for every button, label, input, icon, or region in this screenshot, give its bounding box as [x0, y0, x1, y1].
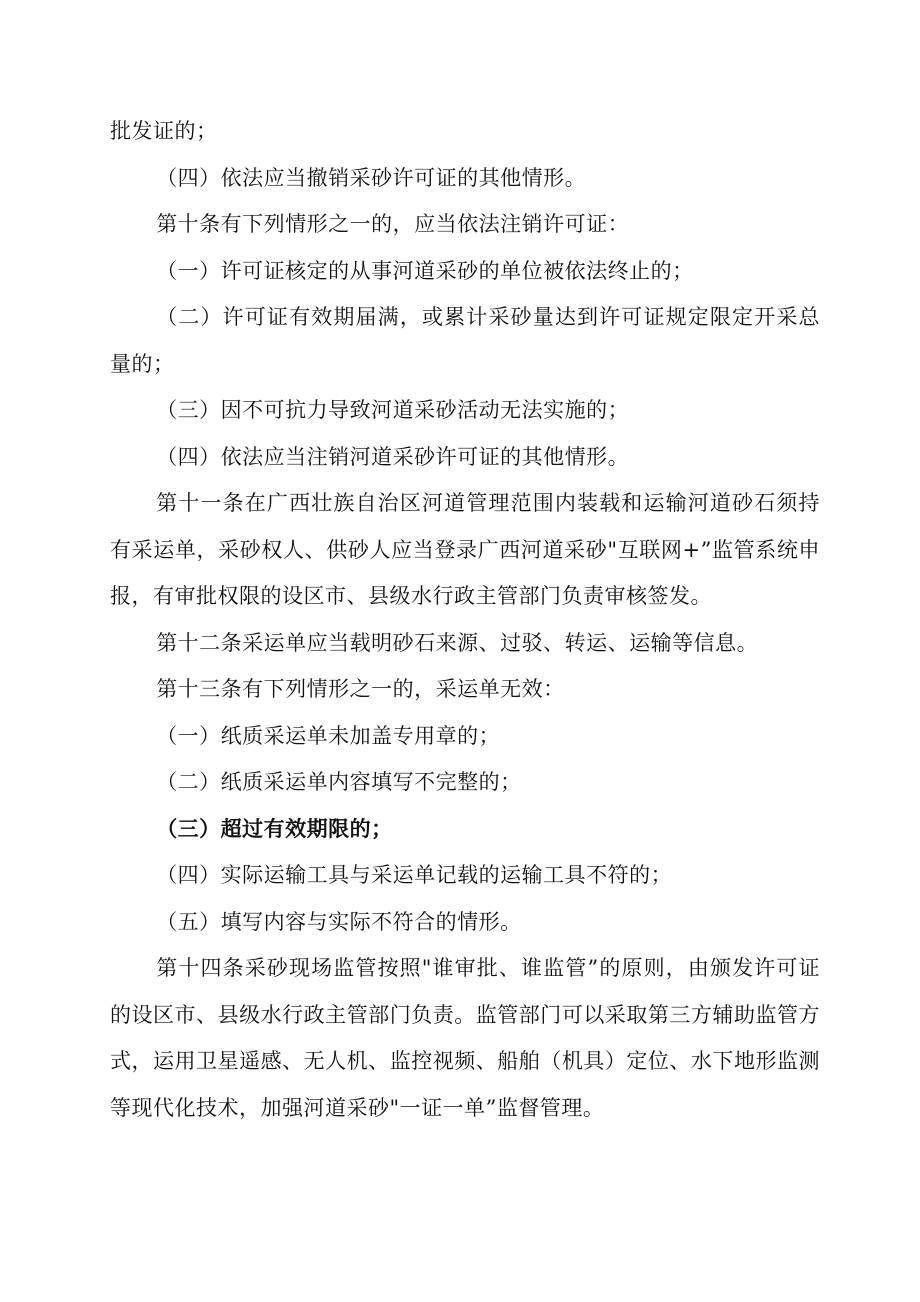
paragraph-article-14: 第十四条采砂现场监管按照"谁审批、谁监管”的原则，由颁发许可证的设区市、县级水行政主管部门负责。监管部门可以采取第三方辅助监管方式，运用卫星遥感、无人机、监控视频、船舶（机具）定位、水下地形监测等现代化技术，加强河道采砂"一证一单”监督管理。 [110, 956, 820, 1120]
paragraph-item-cancel-2: （二）许可证有效期届满，或累计采砂量达到许可证规定限定开采总量的； [110, 305, 820, 376]
paragraph-article-10: 第十条有下列情形之一的，应当依法注销许可证： [156, 212, 630, 236]
document-body [110, 108, 820, 1131]
paragraph-continuation: 批发证的； [110, 119, 218, 143]
paragraph-item-invalid-2: （二）纸质采运单内容填写不完整的； [156, 770, 522, 794]
paragraph-item-invalid-3: （三）超过有效期限的； [156, 815, 393, 841]
paragraph-item-revoke-4: （四）依法应当撤销采砂许可证的其他情形。 [156, 165, 587, 190]
paragraph-item-invalid-4: （四）实际运输工具与采运单记载的运输工具不符的； [156, 863, 673, 887]
paragraph-item-cancel-1: （一）许可证核定的从事河道采砂的单位被依法终止的； [156, 258, 694, 283]
paragraph-article-13: 第十三条有下列情形之一的，采运单无效： [156, 677, 565, 701]
paragraph-item-invalid-1: （一）纸质采运单未加盖专用章的； [156, 723, 501, 748]
paragraph-article-11: 第十一条在广西壮族自治区河道管理范围内装载和运输河道砂石须持有采运单，采砂权人、供砂人应当登录广西河道采砂"互联网+”监管系统申报，有审批权限的设区市、县级水行政主管部门负责审核签发。 [110, 491, 820, 608]
paragraph-item-cancel-4: （四）依法应当注销河道采砂许可证的其他情形。 [156, 444, 630, 469]
paragraph-article-12: 第十二条采运单应当载明砂石来源、过驳、转运、运输等信息。 [156, 630, 759, 655]
paragraph-item-invalid-5: （五）填写内容与实际不符合的情形。 [156, 909, 522, 934]
paragraph-item-cancel-3: （三）因不可抗力导致河道采砂活动无法实施的； [156, 398, 630, 422]
